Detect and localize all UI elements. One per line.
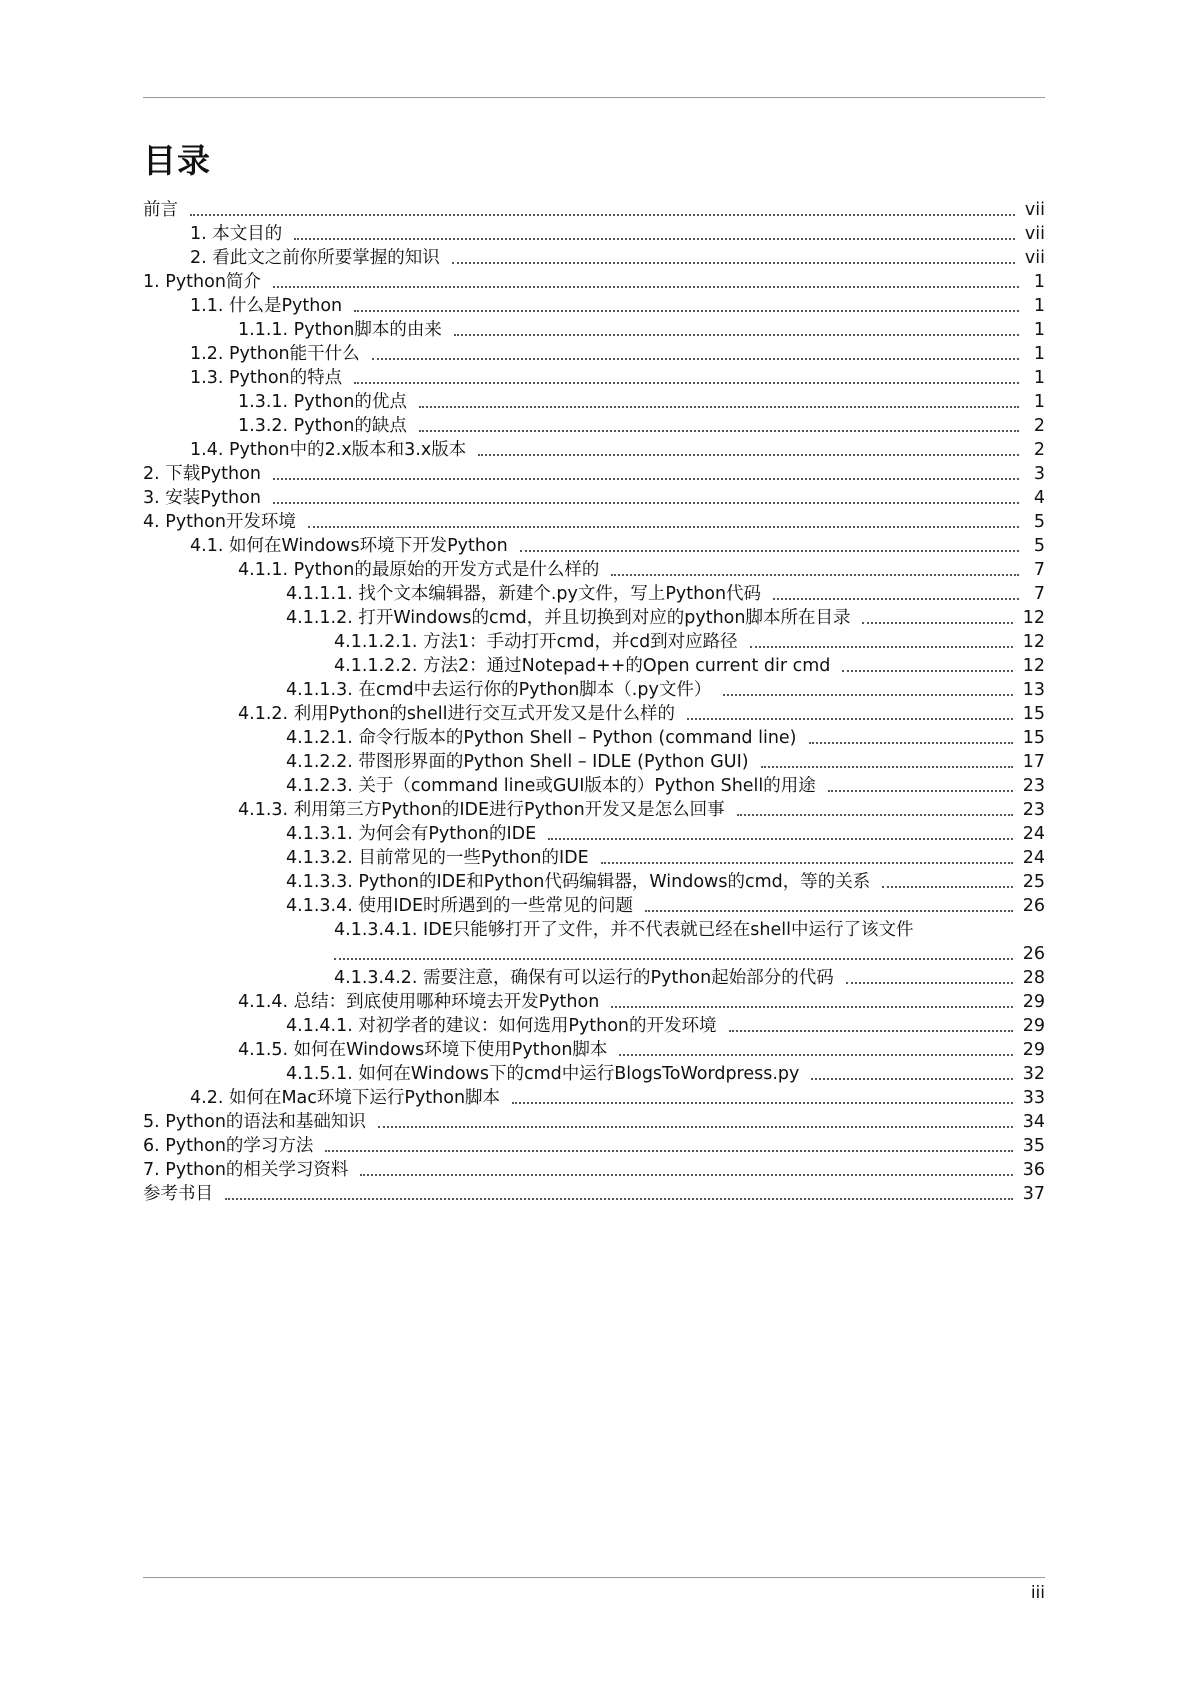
toc-entry-page: 34 — [1022, 1112, 1045, 1132]
toc-entry-page: 29 — [1022, 992, 1045, 1012]
toc-entry-page: 15 — [1022, 704, 1045, 724]
dot-leader — [611, 574, 1019, 576]
toc-entry-page: 29 — [1022, 1040, 1045, 1060]
toc-entry-label: 1. 本文目的 — [190, 224, 283, 244]
dot-leader — [773, 598, 1019, 600]
toc-entry-label: 1.1.1. Python脚本的由来 — [238, 320, 442, 340]
dot-leader — [761, 766, 1013, 768]
toc-entry[interactable] — [143, 461, 1045, 485]
dot-leader — [548, 838, 1013, 840]
toc-entry[interactable] — [143, 317, 1045, 341]
toc-entry-label: 4.1.1.1. 找个文本编辑器，新建个.py文件，写上Python代码 — [286, 584, 762, 604]
toc-entry-label: 4.1.3. 利用第三方Python的IDE进行Python开发又是怎么回事 — [238, 800, 725, 820]
toc-entry[interactable] — [143, 389, 1045, 413]
toc-entry-label: 4.1.1.2. 打开Windows的cmd，并且切换到对应的python脚本所在目录 — [286, 608, 851, 628]
dot-leader — [273, 502, 1019, 504]
toc-entry[interactable] — [143, 869, 1045, 893]
toc-entry[interactable] — [143, 1109, 1045, 1133]
toc-entry[interactable] — [143, 989, 1045, 1013]
toc-entry-page: 36 — [1022, 1160, 1045, 1180]
toc-entry-label: 1.3.2. Python的缺点 — [238, 416, 407, 436]
dot-leader — [601, 862, 1013, 864]
toc-entry-label: 2. 看此文之前你所要掌握的知识 — [190, 248, 440, 268]
toc-entry[interactable] — [143, 821, 1045, 845]
dot-leader — [273, 478, 1019, 480]
toc-entry-label: 4.1.1. Python的最原始的开发方式是什么样的 — [238, 560, 600, 580]
toc-entry-page: 7 — [1033, 584, 1045, 604]
toc-entry[interactable] — [143, 605, 1045, 629]
toc-entry-page: 1 — [1033, 392, 1045, 412]
toc-entry-page: 24 — [1022, 848, 1045, 868]
toc-entry-page: 28 — [1022, 968, 1045, 988]
dot-leader — [360, 1174, 1012, 1176]
dot-leader — [645, 910, 1013, 912]
toc-entry[interactable] — [143, 629, 1045, 653]
toc-entry-label: 4.1.3.3. Python的IDE和Python代码编辑器，Windows的cmd，等的关系 — [286, 872, 871, 892]
toc-entry-label: 4.1.3.1. 为何会有Python的IDE — [286, 824, 537, 844]
header-rule — [143, 97, 1045, 98]
dot-leader — [828, 790, 1013, 792]
toc-entry-label: 1.3.1. Python的优点 — [238, 392, 407, 412]
toc-entry[interactable] — [143, 341, 1045, 365]
dot-leader — [478, 454, 1019, 456]
toc-entry-label: 4.1.3.4.1. IDE只能够打开了文件，并不代表就已经在shell中运行了该文件 — [334, 920, 914, 940]
toc-entry[interactable] — [143, 365, 1045, 389]
dot-leader — [512, 1102, 1013, 1104]
toc-entry-page: 33 — [1022, 1088, 1045, 1108]
toc-entry[interactable] — [143, 1013, 1045, 1037]
dot-leader — [846, 982, 1013, 984]
toc-entry[interactable] — [143, 893, 1045, 917]
toc-entry-page: 29 — [1022, 1016, 1045, 1036]
dot-leader — [308, 526, 1019, 528]
toc-entry[interactable] — [143, 917, 1045, 941]
toc-entry-page: 26 — [1022, 944, 1045, 964]
toc-entry-label: 7. Python的相关学习资料 — [143, 1160, 349, 1180]
toc-entry-page: 32 — [1022, 1064, 1045, 1084]
dot-leader — [273, 286, 1019, 288]
toc-entry-page: 37 — [1022, 1184, 1045, 1204]
dot-leader — [619, 1054, 1012, 1056]
toc-entry[interactable] — [143, 725, 1045, 749]
dot-leader — [294, 238, 1015, 240]
dot-leader — [737, 814, 1013, 816]
toc-entry-label: 4.1.2.1. 命令行版本的Python Shell – Python (command line) — [286, 728, 797, 748]
toc-entry-page: vii — [1024, 224, 1045, 244]
dot-leader — [723, 694, 1012, 696]
toc-entry-page: 3 — [1033, 464, 1045, 484]
toc-entry-label: 4.1.5. 如何在Windows环境下使用Python脚本 — [238, 1040, 608, 1060]
toc-entry-page: 12 — [1022, 656, 1045, 676]
toc-entry-page: vii — [1024, 200, 1045, 220]
toc-entry-page: 13 — [1022, 680, 1045, 700]
toc-entry-page: 2 — [1033, 416, 1045, 436]
dot-leader — [729, 1030, 1013, 1032]
toc-entry[interactable] — [143, 773, 1045, 797]
toc-entry-page: 1 — [1033, 272, 1045, 292]
toc-entry-label: 4.2. 如何在Mac环境下运行Python脚本 — [190, 1088, 501, 1108]
dot-leader — [520, 550, 1019, 552]
dot-leader — [842, 670, 1012, 672]
toc-entry-page: 1 — [1033, 368, 1045, 388]
dot-leader — [372, 358, 1019, 360]
dot-leader — [354, 310, 1019, 312]
toc-entry-page: 4 — [1033, 488, 1045, 508]
toc-entry-label: 4.1.5.1. 如何在Windows下的cmd中运行BlogsToWordpress.py — [286, 1064, 800, 1084]
toc-entry[interactable] — [143, 1157, 1045, 1181]
toc-entry[interactable] — [143, 1061, 1045, 1085]
dot-leader — [225, 1198, 1013, 1200]
toc-entry[interactable] — [143, 701, 1045, 725]
toc-entry-label: 4.1.2.2. 带图形界面的Python Shell – IDLE (Python GUI) — [286, 752, 749, 772]
toc-entry-label: 1.3. Python的特点 — [190, 368, 343, 388]
toc-entry-label: 4.1.1.2.2. 方法2：通过Notepad++的Open current dir cmd — [334, 656, 831, 676]
toc-entry-page: 1 — [1033, 344, 1045, 364]
toc-entry-page: 2 — [1033, 440, 1045, 460]
toc-entry-label: 1. Python简介 — [143, 272, 261, 292]
toc-entry[interactable] — [143, 437, 1045, 461]
dot-leader — [882, 886, 1012, 888]
toc-entry[interactable] — [143, 413, 1045, 437]
toc-entry[interactable] — [143, 245, 1045, 269]
toc-entry[interactable] — [143, 557, 1045, 581]
page-number: iii — [1030, 1583, 1045, 1603]
toc-entry-label: 6. Python的学习方法 — [143, 1136, 314, 1156]
dot-leader — [354, 382, 1019, 384]
dot-leader — [334, 958, 1013, 960]
toc-entry-page: 1 — [1033, 296, 1045, 316]
toc-entry-label: 1.1. 什么是Python — [190, 296, 343, 316]
toc-entry-page: 12 — [1022, 632, 1045, 652]
toc-entry-page: 7 — [1033, 560, 1045, 580]
toc-entry[interactable] — [143, 485, 1045, 509]
toc-entry-label: 4.1.1.3. 在cmd中去运行你的Python脚本（.py文件） — [286, 680, 712, 700]
toc-entry[interactable] — [143, 845, 1045, 869]
dot-leader — [190, 214, 1015, 216]
toc-entry-label: 4.1.2. 利用Python的shell进行交互式开发又是什么样的 — [238, 704, 676, 724]
toc-entry-label: 2. 下载Python — [143, 464, 261, 484]
toc-entry-page: 5 — [1033, 512, 1045, 532]
toc-entry-label: 4.1. 如何在Windows环境下开发Python — [190, 536, 508, 556]
toc-entry-label: 4.1.4.1. 对初学者的建议：如何选用Python的开发环境 — [286, 1016, 717, 1036]
dot-leader — [325, 1150, 1012, 1152]
dot-leader — [862, 622, 1012, 624]
dot-leader — [419, 406, 1019, 408]
toc-entry[interactable] — [143, 1181, 1045, 1205]
toc-entry-page: 23 — [1022, 776, 1045, 796]
toc-entry[interactable] — [143, 221, 1045, 245]
toc-entry-page: vii — [1024, 248, 1045, 268]
dot-leader — [750, 646, 1013, 648]
toc-entry-page: 1 — [1033, 320, 1045, 340]
toc-entry-label: 4.1.3.4.2. 需要注意，确保有可以运行的Python起始部分的代码 — [334, 968, 834, 988]
dot-leader — [419, 430, 1019, 432]
toc-entry-label: 参考书目 — [143, 1184, 213, 1204]
toc-entry[interactable] — [143, 749, 1045, 773]
toc-entry[interactable] — [143, 1133, 1045, 1157]
dot-leader — [611, 1006, 1012, 1008]
page-title: 目录 — [143, 141, 211, 180]
toc-entry-page: 25 — [1022, 872, 1045, 892]
toc-entry-page: 24 — [1022, 824, 1045, 844]
dot-leader — [687, 718, 1013, 720]
toc-entry-label: 1.4. Python中的2.x版本和3.x版本 — [190, 440, 467, 460]
toc-entry-label: 4. Python开发环境 — [143, 512, 296, 532]
toc-entry-page: 15 — [1022, 728, 1045, 748]
toc-entry-label: 4.1.1.2.1. 方法1：手动打开cmd，并cd到对应路径 — [334, 632, 738, 652]
toc-entry-label: 前言 — [143, 200, 178, 220]
dot-leader — [811, 1078, 1012, 1080]
dot-leader — [809, 742, 1013, 744]
toc-entry-page: 12 — [1022, 608, 1045, 628]
toc-entry-label: 1.2. Python能干什么 — [190, 344, 360, 364]
toc-entry[interactable] — [143, 653, 1045, 677]
toc-entry-label: 4.1.4. 总结：到底使用哪种环境去开发Python — [238, 992, 600, 1012]
toc-entry[interactable] — [143, 1037, 1045, 1061]
toc-entry-label: 4.1.3.2. 目前常见的一些Python的IDE — [286, 848, 589, 868]
toc-entry-label: 4.1.2.3. 关于（command line或GUI版本的）Python Shell的用途 — [286, 776, 816, 796]
table-of-contents — [143, 197, 1045, 1205]
toc-entry-label: 5. Python的语法和基础知识 — [143, 1112, 366, 1132]
toc-entry[interactable] — [143, 1085, 1045, 1109]
toc-entry[interactable] — [143, 533, 1045, 557]
toc-entry[interactable] — [143, 197, 1045, 221]
toc-entry[interactable] — [143, 965, 1045, 989]
toc-entry-page: 35 — [1022, 1136, 1045, 1156]
toc-entry[interactable] — [143, 509, 1045, 533]
toc-entry[interactable] — [143, 797, 1045, 821]
dot-leader — [378, 1126, 1013, 1128]
toc-entry[interactable] — [143, 269, 1045, 293]
toc-entry-continuation[interactable] — [143, 941, 1045, 965]
toc-entry-label: 4.1.3.4. 使用IDE时所遇到的一些常见的问题 — [286, 896, 634, 916]
toc-entry[interactable] — [143, 581, 1045, 605]
toc-entry-page: 26 — [1022, 896, 1045, 916]
footer-rule — [143, 1577, 1045, 1578]
toc-entry-page: 23 — [1022, 800, 1045, 820]
toc-entry[interactable] — [143, 293, 1045, 317]
toc-entry[interactable] — [143, 677, 1045, 701]
toc-entry-page: 5 — [1033, 536, 1045, 556]
toc-entry-label: 3. 安装Python — [143, 488, 261, 508]
dot-leader — [454, 334, 1019, 336]
dot-leader — [452, 262, 1015, 264]
toc-entry-page: 17 — [1022, 752, 1045, 772]
